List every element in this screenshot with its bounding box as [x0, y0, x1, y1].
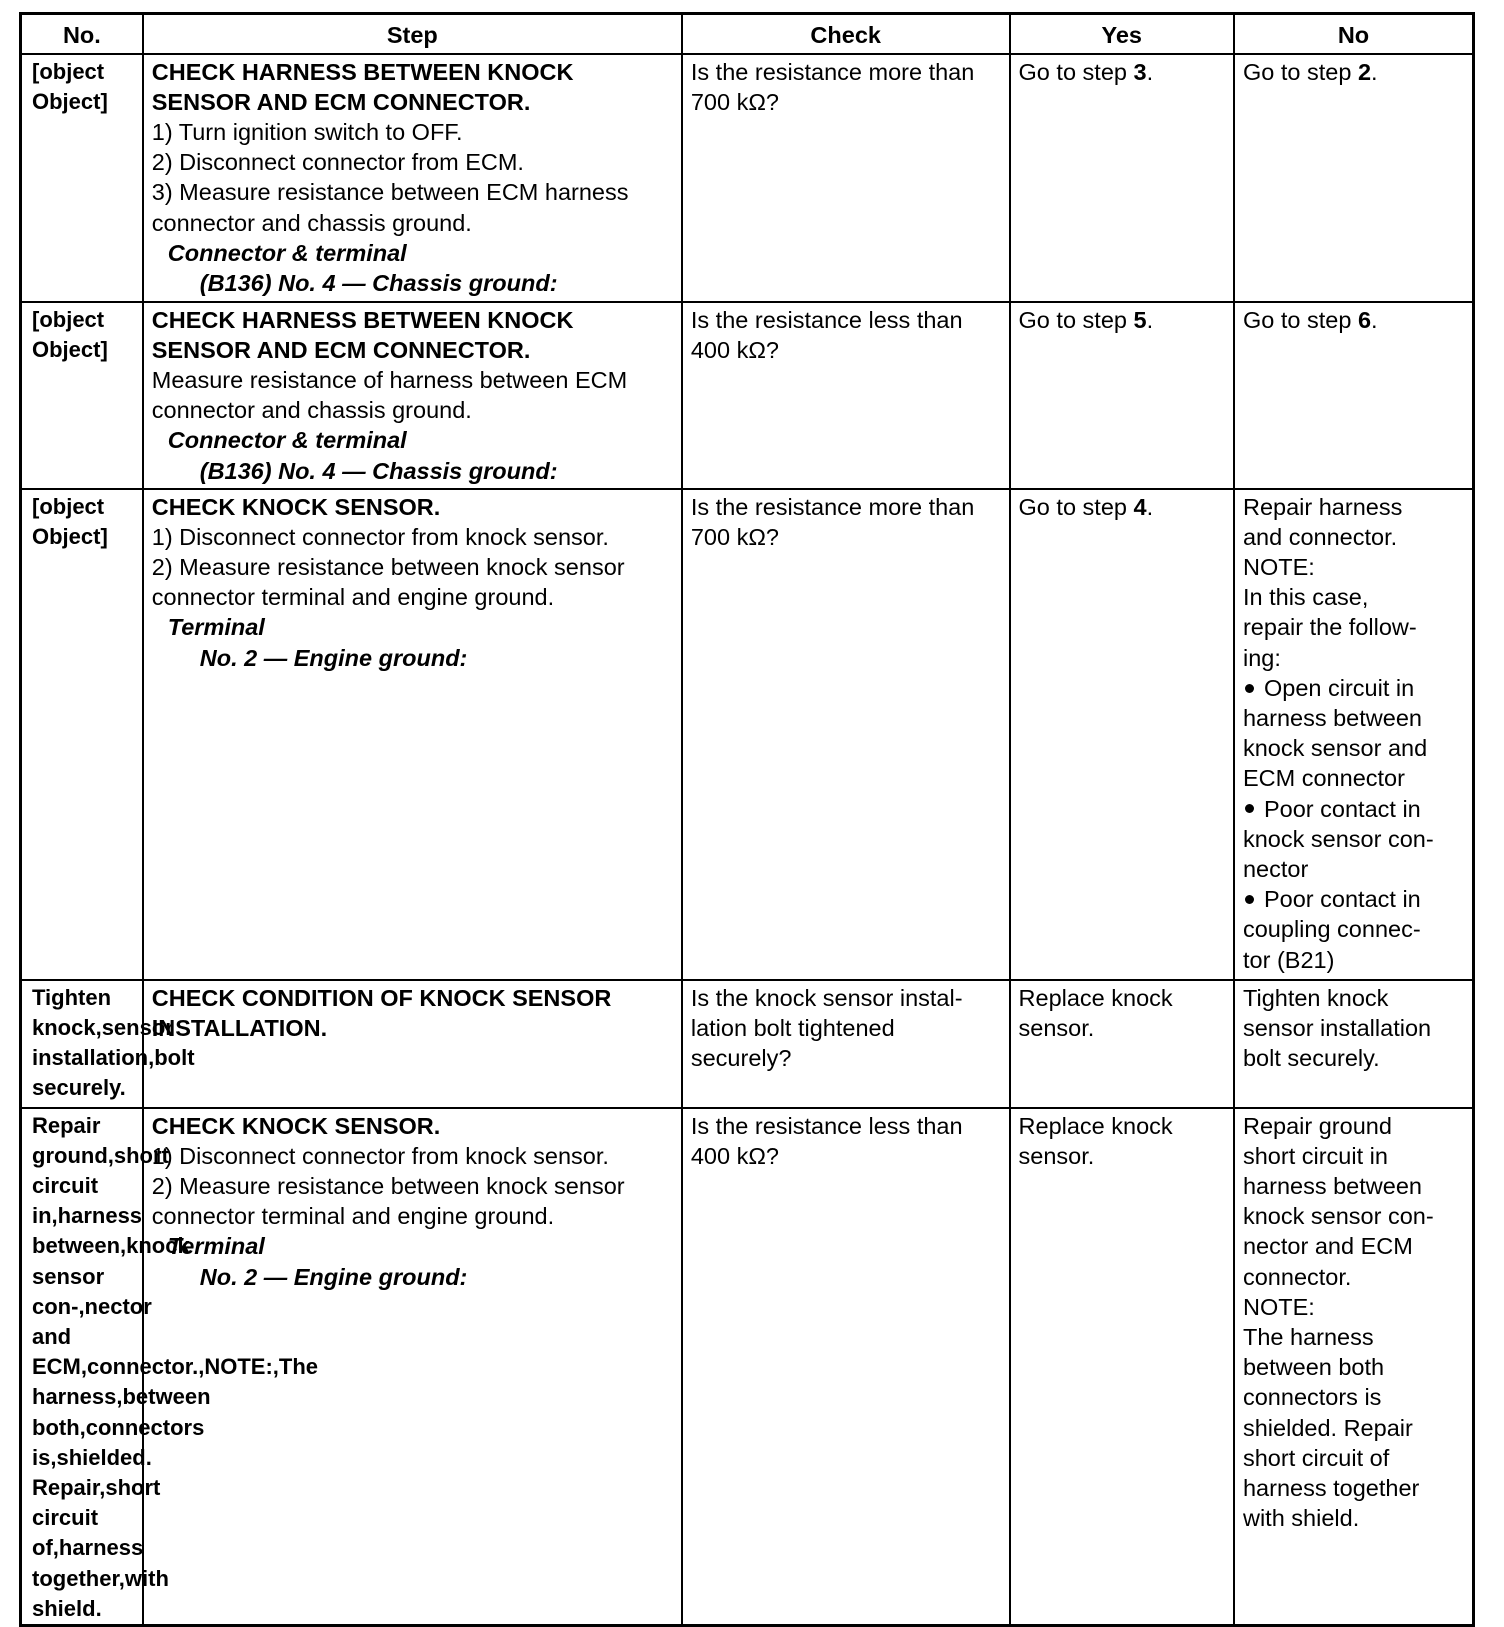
no-text-line: between both: [1242, 1354, 1385, 1381]
step-number: Repair ground,short circuit in,harness between,knock sensor con-,nector and ECM,connector.,NOTE:,The harness,between both,connectors is,shielded. Repair,short circuit of,harness together,with shield.: [21, 1108, 143, 1626]
header-step: Step: [143, 14, 682, 54]
bullet-icon: [1245, 804, 1254, 813]
yes-cell: [1010, 489, 1234, 980]
no-text-line: connector.: [1242, 1263, 1352, 1290]
no-text-line: The harness: [1242, 1323, 1374, 1350]
check-text: securely?: [690, 1044, 792, 1071]
yes-text-line: Replace knock: [1018, 984, 1173, 1011]
bullet-text: Poor contact in: [1263, 795, 1421, 822]
step-cell: [143, 980, 682, 1108]
no-text-line: ing:: [1242, 644, 1281, 671]
no-text-line: Repair harness: [1242, 493, 1403, 520]
step-cell: [143, 302, 682, 489]
connector-label: Terminal: [167, 1233, 265, 1260]
step-title: CHECK KNOCK SENSOR.: [151, 1112, 441, 1139]
bullet-text: knock sensor con-: [1242, 825, 1434, 852]
no-text-line: shielded. Repair: [1242, 1414, 1413, 1441]
step-instruction: connector and chassis ground.: [151, 209, 472, 236]
no-step-ref: 2: [1357, 58, 1372, 85]
no-cell: [1234, 302, 1474, 489]
bullet-text: knock sensor and: [1242, 735, 1428, 762]
no-text-line: bolt securely.: [1242, 1044, 1380, 1071]
step-number: [object Object]: [21, 489, 143, 980]
no-text-line: NOTE:: [1242, 1293, 1315, 1320]
check-cell: [682, 302, 1010, 489]
no-text-line: In this case,: [1242, 584, 1369, 611]
table-row: [21, 302, 1474, 489]
no-step-ref: 6: [1357, 306, 1372, 333]
step-title: SENSOR AND ECM CONNECTOR.: [151, 336, 531, 363]
yes-cell: [1010, 302, 1234, 489]
step-instruction: 1) Turn ignition switch to OFF.: [151, 118, 463, 145]
step-instruction: 2) Measure resistance between knock sensor: [151, 1172, 625, 1199]
yes-text-line: sensor.: [1018, 1014, 1095, 1041]
table-row: [21, 54, 1474, 302]
check-text: 700 kΩ?: [690, 88, 779, 115]
no-text-line: Repair ground: [1242, 1112, 1392, 1139]
connector-value: (B136) No. 4 — Chassis ground:: [199, 457, 558, 484]
step-title: CHECK HARNESS BETWEEN KNOCK: [151, 58, 574, 85]
header-check: Check: [682, 14, 1010, 54]
bullet-text: Open circuit in: [1263, 674, 1415, 701]
no-text-line: harness between: [1242, 1172, 1422, 1199]
connector-label: Terminal: [167, 614, 265, 641]
header-no-result: No: [1234, 14, 1474, 54]
table-header-row: [21, 14, 1474, 54]
connector-label: Connector & terminal: [167, 239, 407, 266]
yes-prefix: Go to step: [1018, 306, 1134, 333]
check-cell: [682, 54, 1010, 302]
bullet-text: Poor contact in: [1263, 886, 1421, 913]
header-no: No.: [21, 14, 143, 54]
no-text-line: connectors is: [1242, 1384, 1382, 1411]
bullet-item: [1243, 884, 1464, 914]
no-cell: [1234, 54, 1474, 302]
no-text-line: Tighten knock: [1242, 984, 1389, 1011]
step-instruction: Measure resistance of harness between ECM: [151, 366, 628, 393]
step-instruction: 1) Disconnect connector from knock sensor.: [151, 1142, 609, 1169]
step-title: CHECK HARNESS BETWEEN KNOCK: [151, 306, 574, 333]
no-text-line: with shield.: [1242, 1505, 1360, 1532]
no-text-line: NOTE:: [1242, 553, 1315, 580]
yes-suffix: .: [1146, 58, 1154, 85]
yes-step-ref: 5: [1133, 306, 1147, 333]
yes-cell: [1010, 980, 1234, 1108]
check-text: 700 kΩ?: [690, 523, 779, 550]
no-text-line: repair the follow-: [1242, 614, 1417, 641]
check-text: Is the resistance more than: [690, 493, 975, 520]
step-cell: [143, 489, 682, 980]
no-prefix: Go to step: [1242, 58, 1358, 85]
bullet-text: coupling connec-: [1242, 916, 1421, 943]
no-cell: [1234, 489, 1474, 980]
yes-prefix: Go to step: [1018, 58, 1134, 85]
no-cell: [1234, 980, 1474, 1108]
check-text: Is the resistance less than: [690, 306, 963, 333]
step-number: Tighten knock,sensor installation,bolt securely.: [21, 980, 143, 1108]
connector-value: No. 2 — Engine ground:: [199, 644, 468, 671]
yes-prefix: Go to step: [1018, 493, 1134, 520]
step-title: CHECK CONDITION OF KNOCK SENSOR: [151, 984, 612, 1011]
yes-cell: [1010, 54, 1234, 302]
step-instruction: 2) Disconnect connector from ECM.: [151, 149, 524, 176]
bullet-text: harness between: [1242, 704, 1422, 731]
no-text-line: short circuit in: [1242, 1142, 1388, 1169]
bullet-icon: [1245, 895, 1254, 904]
check-text: Is the resistance more than: [690, 58, 975, 85]
no-text-line: sensor installation: [1242, 1014, 1432, 1041]
step-title: SENSOR AND ECM CONNECTOR.: [151, 88, 531, 115]
no-text-line: and connector.: [1242, 523, 1398, 550]
diagnostic-table: [19, 12, 1475, 1627]
step-instruction: connector terminal and engine ground.: [151, 1203, 555, 1230]
check-cell: [682, 980, 1010, 1108]
bullet-item: [1243, 794, 1464, 824]
step-instruction: connector and chassis ground.: [151, 397, 472, 424]
no-suffix: .: [1371, 58, 1378, 85]
step-instruction: 3) Measure resistance between ECM harness: [151, 179, 629, 206]
step-number: [object Object]: [21, 302, 143, 489]
bullet-text: ECM connector: [1242, 765, 1405, 792]
yes-suffix: .: [1146, 493, 1154, 520]
check-text: Is the knock sensor instal-: [690, 984, 963, 1011]
bullet-text: nector: [1242, 855, 1309, 882]
step-instruction: 2) Measure resistance between knock sensor: [151, 553, 625, 580]
no-text-line: harness together: [1242, 1474, 1420, 1501]
step-title: INSTALLATION.: [151, 1014, 328, 1041]
no-text-line: short circuit of: [1242, 1444, 1390, 1471]
step-instruction: 1) Disconnect connector from knock sensor.: [151, 523, 609, 550]
step-number: [object Object]: [21, 54, 143, 302]
yes-step-ref: 3: [1133, 58, 1147, 85]
no-suffix: .: [1371, 306, 1378, 333]
bullet-icon: [1245, 684, 1254, 693]
check-text: Is the resistance less than: [690, 1112, 963, 1139]
yes-text-line: Replace knock: [1018, 1112, 1173, 1139]
connector-label: Connector & terminal: [167, 427, 407, 454]
table-row: [21, 980, 1474, 1108]
check-text: 400 kΩ?: [690, 1142, 779, 1169]
check-text: lation bolt tightened: [690, 1014, 895, 1041]
table-row: [21, 489, 1474, 980]
no-text-line: nector and ECM: [1242, 1233, 1413, 1260]
bullet-text: tor (B21): [1242, 946, 1335, 973]
yes-suffix: .: [1146, 306, 1154, 333]
no-text-line: knock sensor con-: [1242, 1203, 1434, 1230]
step-cell: [143, 54, 682, 302]
check-cell: [682, 489, 1010, 980]
header-yes: Yes: [1010, 14, 1234, 54]
step-instruction: connector terminal and engine ground.: [151, 584, 555, 611]
connector-value: (B136) No. 4 — Chassis ground:: [199, 269, 558, 296]
step-title: CHECK KNOCK SENSOR.: [151, 493, 441, 520]
connector-value: No. 2 — Engine ground:: [199, 1263, 468, 1290]
yes-text-line: sensor.: [1018, 1142, 1095, 1169]
check-text: 400 kΩ?: [690, 336, 779, 363]
bullet-item: [1243, 673, 1464, 703]
no-prefix: Go to step: [1242, 306, 1358, 333]
yes-step-ref: 4: [1133, 493, 1147, 520]
